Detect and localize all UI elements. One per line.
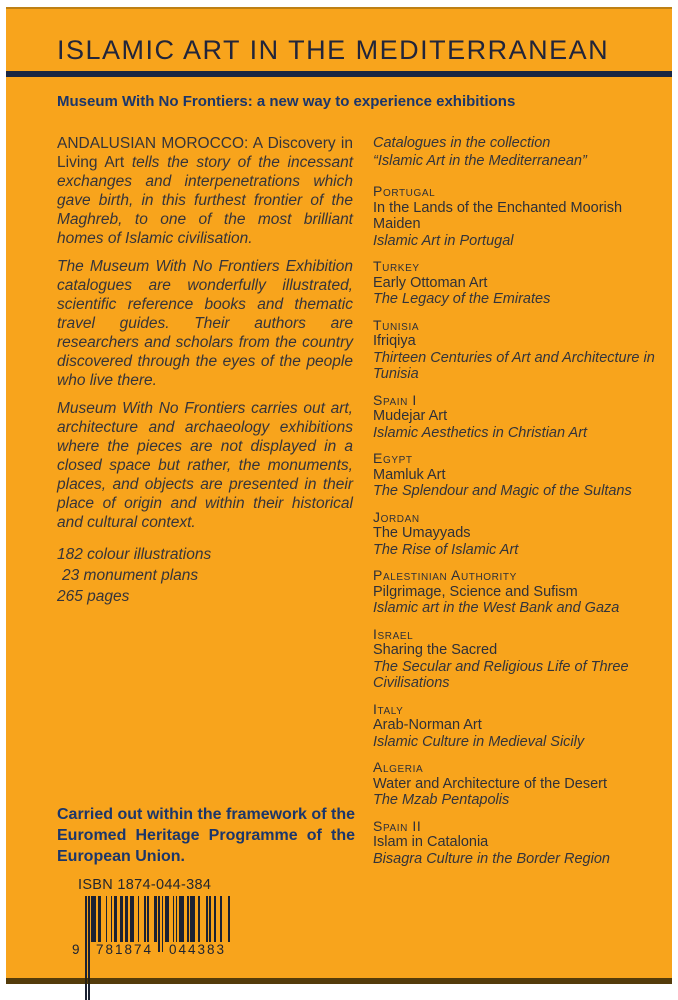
entry-title: Sharing the Sacred	[373, 642, 498, 658]
catalogue-entry	[373, 759, 670, 809]
framework-note: Carried out within the framework of the Euromed Heritage Programme of the European Union.	[57, 806, 355, 865]
entry-subtitle: Islamic Aesthetics in Christian Art	[373, 424, 588, 441]
entry-country: Algeria	[373, 759, 424, 775]
entry-country: Spain II	[373, 817, 422, 834]
barcode-digit-group2: 044383	[169, 942, 227, 957]
entry-title: Early Ottoman Art	[373, 274, 488, 291]
entry-country: Palestinian Authority	[373, 567, 517, 583]
entry-title: Islam in Catalonia	[373, 834, 489, 850]
exhibitions-paragraph: Museum With No Frontiers carries out art, architecture and archaeology exhibitions where the pieces are not displayed in a closed space but rather, the monuments, places, and objects are presented in their place of origin and within their historical and cultural context.	[57, 400, 353, 531]
barcode-digit-lead: 9	[72, 942, 80, 957]
entry-title: Mudejar Art	[373, 408, 448, 424]
intro-paragraph-italic: tells the story of the incessant exchanges and interpenetrations which gave birth, in this furthest frontier of the Maghreb, to one of the most brilliant homes of Islamic civilisation.	[57, 154, 354, 247]
entry-title: In the Lands of the Enchanted Moorish Maiden	[373, 199, 623, 232]
title-rule	[6, 71, 672, 77]
barcode-digits	[72, 940, 232, 958]
catalogue-header-line1: Catalogues in the collection	[373, 135, 551, 151]
entry-subtitle: Islamic art in the West Bank and Gaza	[373, 600, 620, 616]
book-stat: 182 colour illustrations	[57, 546, 212, 563]
catalogue-entry	[373, 567, 670, 617]
entry-subtitle: The Mzab Pentapolis	[373, 792, 510, 808]
catalogue-header-line2: “Islamic Art in the Mediterranean”	[373, 153, 587, 169]
book-stat: 265 pages	[57, 588, 130, 605]
entry-country: Tunisia	[373, 316, 420, 333]
book-stats-list	[57, 544, 353, 607]
entry-subtitle: The Splendour and Magic of the Sultans	[373, 483, 632, 499]
entry-subtitle: The Secular and Religious Life of Three Civilisations	[373, 658, 629, 691]
barcode-digit-group1: 781874	[96, 942, 154, 957]
catalogue-column	[373, 134, 670, 876]
entry-country: Egypt	[373, 450, 413, 466]
catalogue-entry	[373, 701, 670, 751]
entry-country: Portugal	[373, 183, 436, 199]
barcode	[72, 896, 232, 966]
catalogues-paragraph: The Museum With No Frontiers Exhibition catalogues are wonderfully illustrated, scientific reference books and thematic travel guides. Their authors are researchers and scholars from the country discovered through the eyes of the people who live there.	[57, 258, 353, 389]
entry-subtitle: Islamic Culture in Medieval Sicily	[373, 733, 585, 750]
catalogue-entry	[373, 818, 670, 868]
catalogue-entry	[373, 626, 670, 692]
entry-subtitle: Thirteen Centuries of Art and Architecture in Tunisia	[373, 349, 655, 382]
entry-title: Mamluk Art	[373, 466, 446, 483]
entry-title: The Umayyads	[373, 525, 471, 541]
intro-paragraph	[57, 134, 353, 248]
entry-subtitle: The Legacy of the Emirates	[373, 291, 551, 307]
isbn-label: ISBN 1874-044-384	[78, 877, 212, 893]
description-column	[57, 134, 353, 607]
entry-country: Jordan	[373, 508, 420, 525]
entry-subtitle: Islamic Art in Portugal	[373, 232, 514, 249]
entry-title: Ifriqiya	[373, 333, 416, 349]
catalogue-entry	[373, 317, 670, 383]
entry-title: Pilgrimage, Science and Sufism	[373, 583, 578, 600]
catalogue-entry	[373, 392, 670, 442]
catalogue-entry	[373, 509, 670, 559]
entry-country: Israel	[373, 625, 414, 642]
catalogue-entry	[373, 258, 670, 308]
entry-country: Turkey	[373, 258, 420, 274]
cover-subtitle: Museum With No Frontiers: a new way to experience exhibitions	[57, 93, 516, 110]
intro-paragraph-lead: ANDALUSIAN MOROCCO: A Discovery in Living Art	[57, 135, 353, 171]
entry-subtitle: Bisagra Culture in the Border Region	[373, 850, 610, 867]
entry-title: Arab-Norman Art	[373, 717, 482, 733]
entry-title: Water and Architecture of the Desert	[373, 775, 607, 792]
catalogue-entries	[373, 183, 670, 867]
catalogue-header	[373, 134, 670, 170]
cover-background	[6, 7, 672, 984]
cover-title: ISLAMIC ART IN THE MEDITERRANEAN	[57, 35, 610, 65]
catalogue-entry	[373, 183, 670, 249]
catalogue-entry	[373, 450, 670, 500]
entry-country: Spain I	[373, 391, 417, 408]
entry-subtitle: The Rise of Islamic Art	[373, 541, 519, 558]
book-stat: 23 monument plans	[62, 567, 199, 584]
entry-country: Italy	[373, 700, 404, 717]
